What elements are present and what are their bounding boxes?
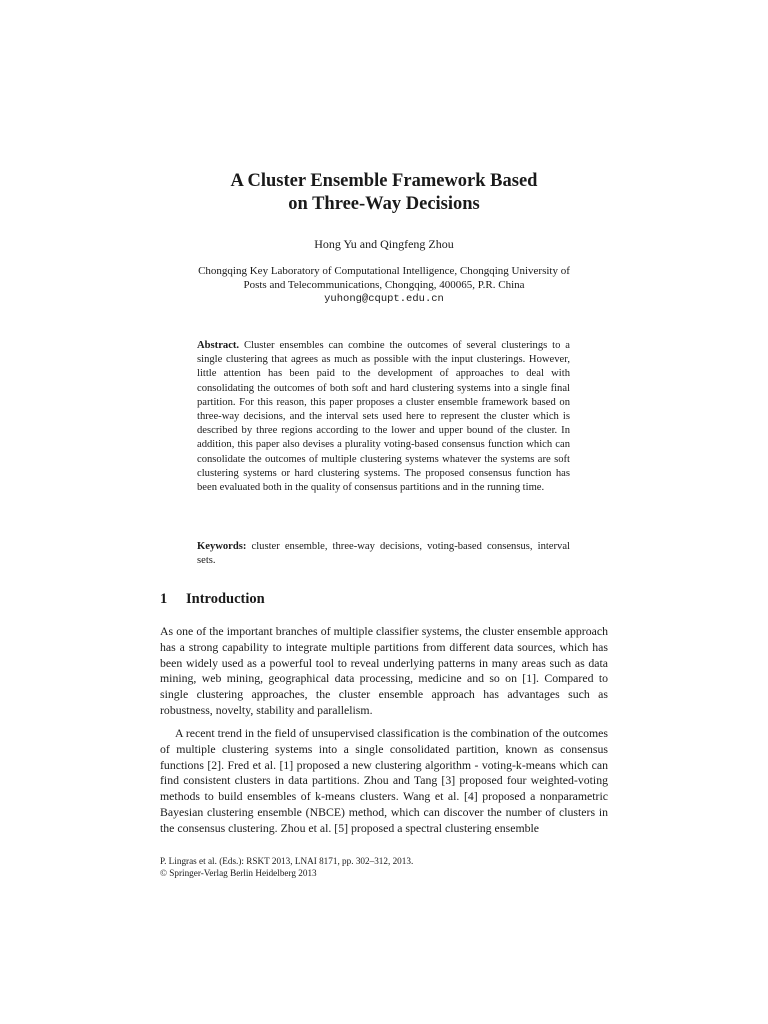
intro-paragraph-1: As one of the important branches of multiple classifier systems, the cluster ensemble approach has a strong capability to integrate multiple partitions from different data sources, which has been widely used as a powerful tool to reveal underlying patterns in many areas such as data mining, web mining, geographical data processing, medicine and so on [1]. Compared to single clustering approaches, the cluster ensemble approach has advantages such as robustness, novelty, stability and parallelism. — [160, 624, 608, 717]
paper-title — [0, 170, 768, 216]
abstract-label: Abstract. — [197, 340, 240, 351]
authors: Hong Yu and Qingfeng Zhou — [314, 237, 454, 251]
affiliation-line-1: Chongqing Key Laboratory of Computational Intelligence, Chongqing University of — [198, 265, 570, 277]
title-line-2: on Three-Way Decisions — [288, 194, 480, 214]
author-email: yuhong@cqupt.edu.cn — [324, 293, 444, 305]
intro-paragraph-2: A recent trend in the field of unsupervised classification is the combination of the outcomes of multiple clustering systems into a single consolidated partition, known as consensus functions [2]. Fred et al. [1] proposed a new clustering algorithm - voting-k-means which can find consistent clusters in data partitions. Zhou and Tang [3] proposed four weighted-voting methods to build ensembles of k-means clusters. Wang et al. [4] proposed a nonparametric Bayesian clustering ensemble (NBCE) method, which can discover the number of clusters in the consensus clustering. Zhou et al. [5] proposed a spectral clustering ensemble — [160, 726, 608, 835]
abstract-text: Cluster ensembles can combine the outcomes of several clusterings to a single clustering that agrees as much as possible with the input clusterings. However, little attention has been paid to the development of approaches to deal with consolidating the outcomes of both soft and hard clustering systems into a single final partition. For this reason, this paper proposes a cluster ensemble framework based on three-way decisions, and the interval sets used here to represent the cluster which is described by three regions according to the lower and upper bound of the cluster. In addition, this paper also devises a plurality voting-based consensus function which can consolidate the outcomes of multiple clustering systems whatever the systems are soft clustering systems or hard clustering systems. The proposed consensus function has been evaluated both in the quality of consensus partitions and in the running time. — [197, 340, 570, 494]
affiliation — [150, 264, 618, 306]
title-line-1: A Cluster Ensemble Framework Based — [230, 171, 538, 191]
footer-copyright: © Springer-Verlag Berlin Heidelberg 2013 — [160, 867, 317, 878]
section-title: Introduction — [186, 591, 265, 607]
affiliation-line-2: Posts and Telecommunications, Chongqing, 400065, P.R. China — [243, 279, 525, 291]
keywords-text: cluster ensemble, three-way decisions, voting-based consensus, interval sets. — [197, 541, 570, 567]
abstract — [197, 339, 570, 495]
section-heading — [160, 591, 265, 608]
footer-citation: P. Lingras et al. (Eds.): RSKT 2013, LNAI 8171, pp. 302–312, 2013. — [160, 856, 414, 866]
copyright-footer — [160, 856, 608, 879]
section-number: 1 — [160, 591, 168, 607]
keywords-label: Keywords: — [197, 541, 247, 552]
keywords — [197, 540, 570, 568]
